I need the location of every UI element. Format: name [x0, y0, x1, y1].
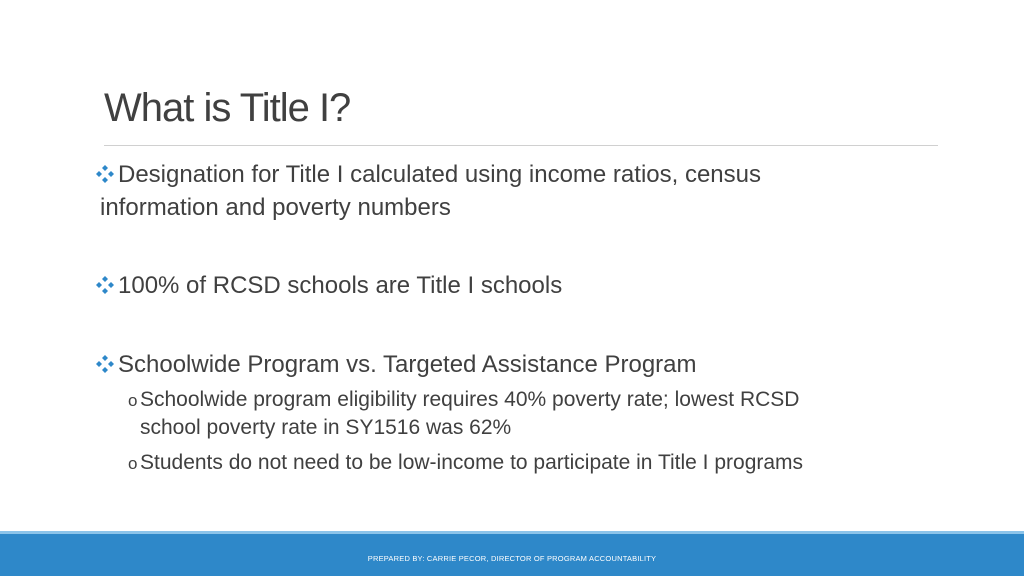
bullet-item-1 [96, 158, 896, 224]
footer-bar [0, 531, 1024, 576]
sub-bullet-2 [128, 449, 908, 477]
sub-bullet-1-line-2: school poverty rate in SY1516 was 62% [140, 416, 512, 439]
bullet-3-text: Schoolwide Program vs. Targeted Assistance Program [118, 351, 697, 378]
diamond-cluster-icon [96, 158, 118, 191]
sub-bullet-2-line-1: Students do not need to be low-income to participate in Title I programs [140, 451, 804, 474]
bullet-2-text: 100% of RCSD schools are Title I schools [118, 272, 563, 299]
bullet-1-line-2: information and poverty numbers [100, 194, 451, 221]
sub-bullet-marker: o [128, 391, 138, 410]
sub-bullet-1-line-1: Schoolwide program eligibility requires 40% poverty rate; lowest RCSD [140, 388, 800, 411]
bullet-item-2 [96, 269, 562, 302]
footer-text: PREPARED BY: CARRIE PECOR, DIRECTOR OF PROGRAM ACCOUNTABILITY [367, 554, 657, 563]
sub-bullet-marker: o [128, 454, 138, 473]
diamond-cluster-icon [96, 348, 118, 381]
sub-bullet-1 [128, 386, 908, 441]
slide-title: What is Title I? [104, 86, 351, 130]
bullet-1-line-1: Designation for Title I calculated using income ratios, census [118, 161, 761, 188]
diamond-cluster-icon [96, 269, 118, 302]
bullet-item-3 [96, 348, 697, 381]
title-divider [104, 145, 938, 146]
